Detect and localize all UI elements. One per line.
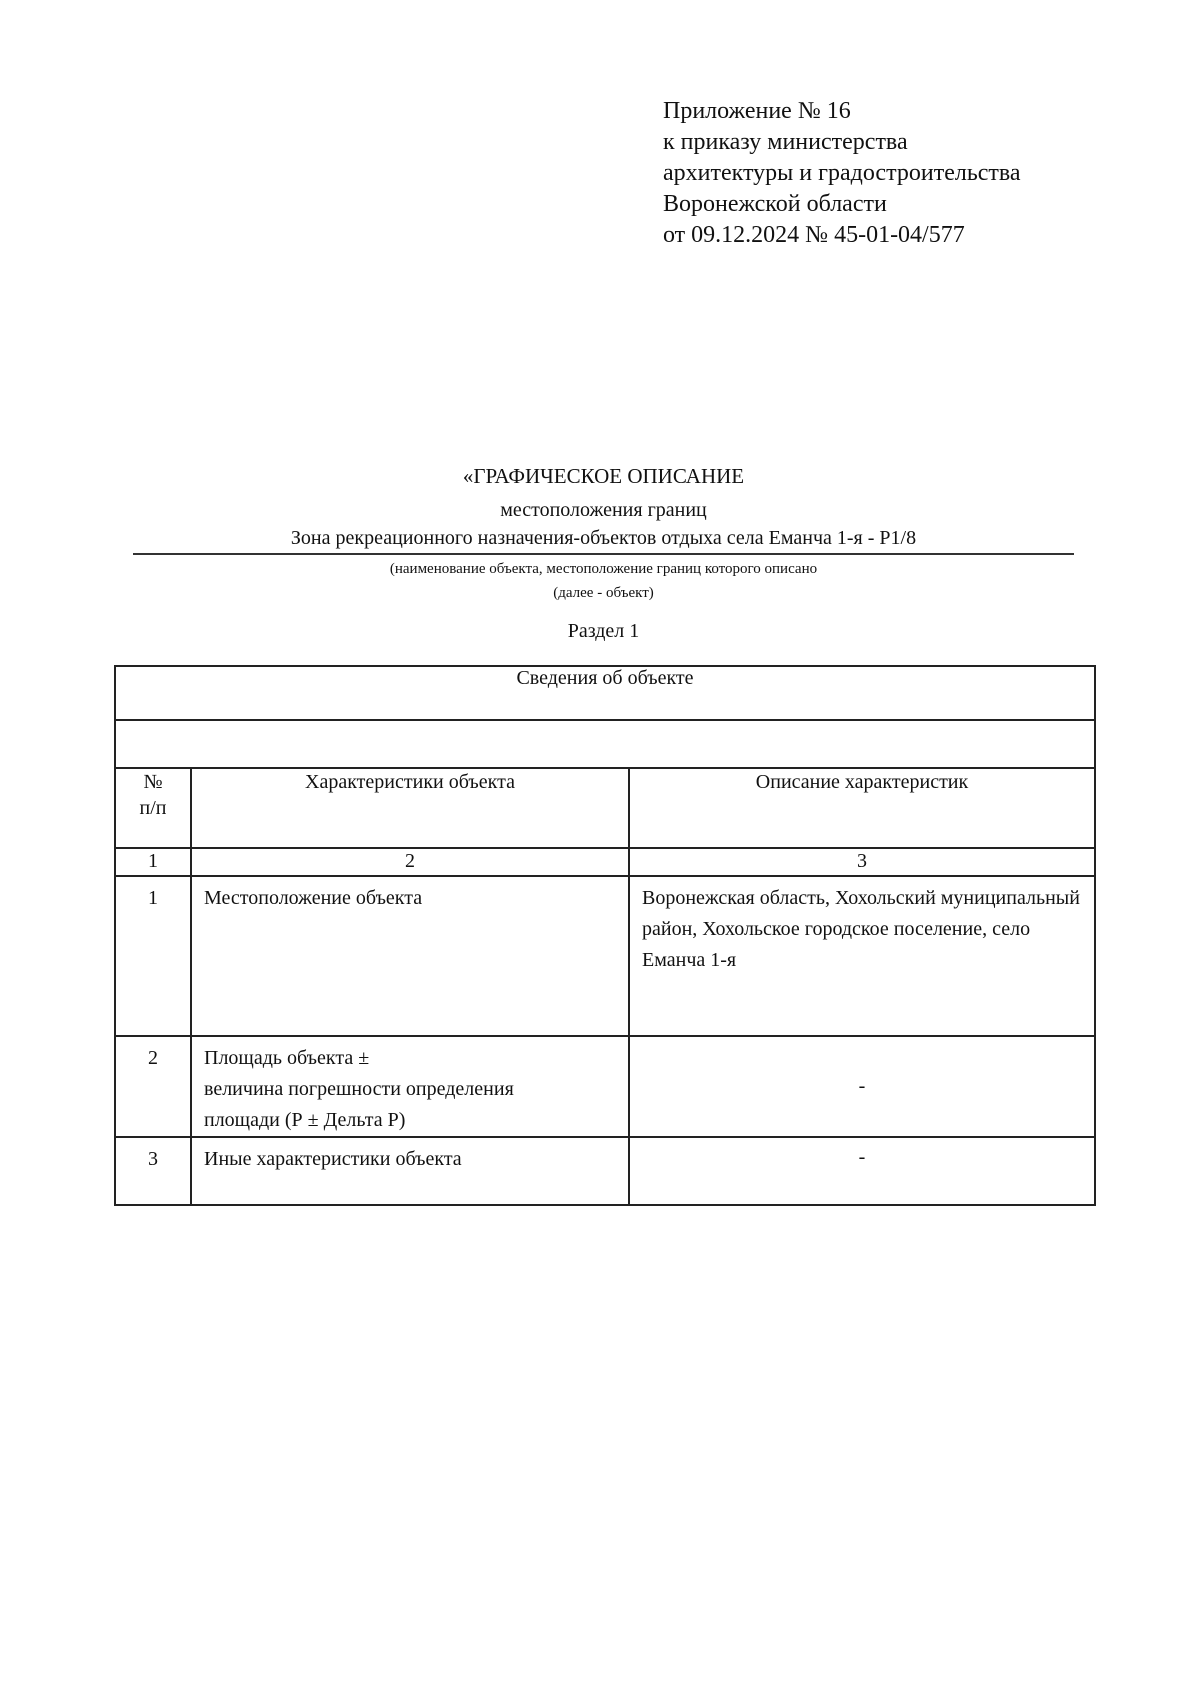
row-characteristic <box>191 1137 629 1205</box>
table-caption: Сведения об объекте <box>115 666 1095 720</box>
title-block <box>133 462 1074 645</box>
table-header-row <box>115 768 1095 848</box>
appendix-line: к приказу министерства <box>663 129 908 155</box>
row-number-text: 2 <box>148 1047 158 1069</box>
appendix-line: Воронежской области <box>663 191 887 217</box>
header-characteristics: Характеристики объекта <box>191 768 629 848</box>
row-characteristic <box>191 876 629 1036</box>
characteristic-line: величина погрешности определения <box>204 1078 514 1100</box>
characteristic-line: Площадь объекта ± <box>204 1047 370 1069</box>
document-title: «ГРАФИЧЕСКОЕ ОПИСАНИЕ <box>462 464 745 488</box>
table-row <box>115 876 1095 1036</box>
row-description: - <box>629 1137 1095 1205</box>
section-title: Раздел 1 <box>567 620 640 642</box>
row-number-text: 3 <box>148 1148 158 1170</box>
row-characteristic-text <box>192 1037 628 1136</box>
table-row <box>115 1036 1095 1137</box>
row-characteristic-text: Иные характеристики объекта <box>204 1148 462 1170</box>
row-description <box>629 876 1095 1036</box>
table-caption-row <box>115 666 1095 720</box>
table-index-row <box>115 848 1095 876</box>
object-caption-continued: (далее - объект) <box>553 585 654 601</box>
row-number <box>115 1036 191 1137</box>
empty-cell <box>115 720 1095 768</box>
row-number <box>115 876 191 1036</box>
row-number <box>115 1137 191 1205</box>
row-characteristic-text: Местоположение объекта <box>204 887 423 909</box>
appendix-line: Приложение № 16 <box>663 98 851 124</box>
column-index: 1 <box>115 848 191 876</box>
document-subtitle: местоположения границ <box>500 499 707 521</box>
header-number-line2: п/п <box>139 797 167 819</box>
object-caption: (наименование объекта, местоположение границ которого описано <box>389 561 818 577</box>
appendix-line: от 09.12.2024 № 45-01-04/577 <box>663 222 965 248</box>
header-number <box>115 768 191 848</box>
table-row <box>115 1137 1095 1205</box>
object-name: Зона рекреационного назначения-объектов отдыха села Еманча 1-я - Р1/8 <box>133 524 1074 555</box>
object-info-table <box>114 665 1096 1206</box>
appendix-line: архитектуры и градостроительства <box>663 160 1021 186</box>
row-number-text: 1 <box>148 887 158 909</box>
column-index: 2 <box>191 848 629 876</box>
table-empty-row <box>115 720 1095 768</box>
row-description-text: Воронежская область, Хохольский муниципальный район, Хохольское городское поселение, село Еманча 1-я <box>642 887 1080 971</box>
row-characteristic <box>191 1036 629 1137</box>
column-index: 3 <box>629 848 1095 876</box>
header-description: Описание характеристик <box>629 768 1095 848</box>
appendix-block <box>663 96 1021 251</box>
characteristic-line: площади (Р ± Дельта Р) <box>204 1109 406 1131</box>
header-number-line1: № <box>143 771 163 793</box>
row-description: - <box>629 1036 1095 1137</box>
